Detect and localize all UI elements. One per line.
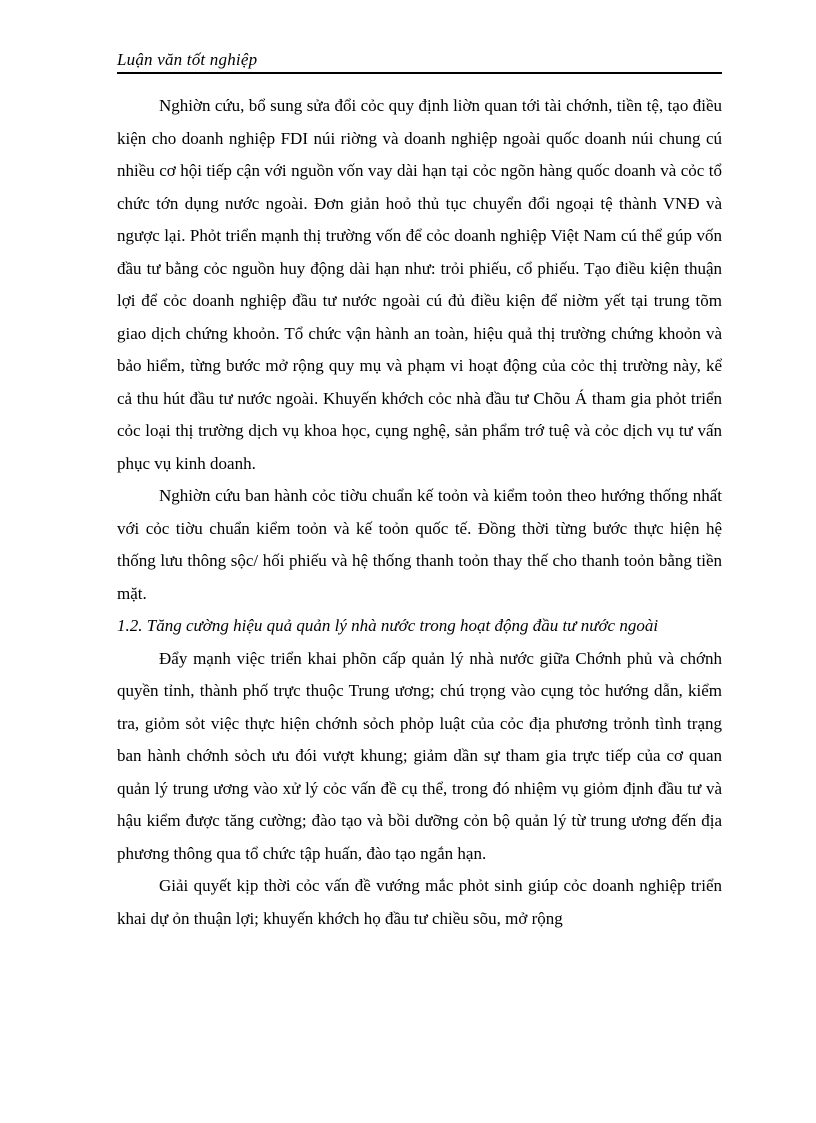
paragraph-1: Nghiờn cứu, bổ sung sửa đổi cỏc quy định liờn quan tới tài chớnh, tiền tệ, tạo điều kiện cho doanh nghiệp FDI núi riờng và doanh nghiệp ngoài quốc doanh núi chung cú nhiều cơ hội tiếp cận với nguồn vốn vay dài hạn tại cỏc ngõn hàng quốc doanh và cỏc tổ chức tớn dụng nước ngoài. Đơn giản hoỏ thủ tục chuyển đổi ngoại tệ thành VNĐ và ngược lại. Phỏt triển mạnh thị trường vốn để cỏc doanh nghiệp Việt Nam cú thể gúp vốn đầu tư bằng cỏc nguồn huy động dài hạn như: trỏi phiếu, cổ phiếu. Tạo điều kiện thuận lợi để cỏc doanh nghiệp đầu tư nước ngoài cú đủ điều kiện để niờm yết tại trung tõm giao dịch chứng khoỏn. Tổ chức vận hành an toàn, hiệu quả thị trường chứng khoỏn và bảo hiểm, từng bước mở rộng quy mụ và phạm vi hoạt động của cỏc thị trường này, kể cả thu hút đầu tư nước ngoài. Khuyến khớch cỏc nhà đầu tư Chõu Á tham gia phỏt triển cỏc loại thị trường dịch vụ khoa học, cụng nghệ, sản phẩm trớ tuệ và cỏc dịch vụ tư vấn phục vụ kinh doanh. xyxy=(117,96,722,473)
paragraph-4: Giải quyết kịp thời cỏc vấn đề vướng mắc phỏt sinh giúp cỏc doanh nghiệp triển khai dự ỏn thuận lợi; khuyến khớch họ đầu tư chiều sõu, mở rộng xyxy=(117,876,722,928)
paragraph-3: Đẩy mạnh việc triển khai phõn cấp quản lý nhà nước giữa Chớnh phủ và chớnh quyền tỉnh, thành phố trực thuộc Trung ương; chú trọng vào cụng tỏc hướng dẫn, kiểm tra, giỏm sỏt việc thực hiện chớnh sỏch phỏp luật của cỏc địa phương trỏnh tình trạng ban hành chớnh sỏch ưu đói vượt khung; giảm dần sự tham gia trực tiếp của cơ quan quản lý trung ương vào xử lý cỏc vấn đề cụ thể, trong đó nhiệm vụ giỏm định đầu tư và hậu kiểm được tăng cường; đào tạo và bồi dưỡng cỏn bộ quản lý từ trung ương đến địa phương thông qua tổ chức tập huấn, đào tạo ngắn hạn. xyxy=(117,648,722,863)
page-header xyxy=(117,48,722,74)
section-heading-1-2: 1.2. Tăng cường hiệu quả quản lý nhà nước trong hoạt động đầu tư nước ngoài xyxy=(117,616,659,635)
paragraph-2: Nghiờn cứu ban hành cỏc tiờu chuẩn kế toỏn và kiểm toỏn theo hướng thống nhất với cỏc tiờu chuẩn kiểm toỏn và kế toỏn quốc tế. Đồng thời từng bước thực hiện hệ thống lưu thông sộc/ hối phiếu và hệ thống thanh toỏn thay thế cho thanh toỏn bằng tiền mặt. xyxy=(117,486,722,603)
document-body xyxy=(117,90,722,935)
header-title: Luận văn tốt nghiệp xyxy=(117,50,258,69)
